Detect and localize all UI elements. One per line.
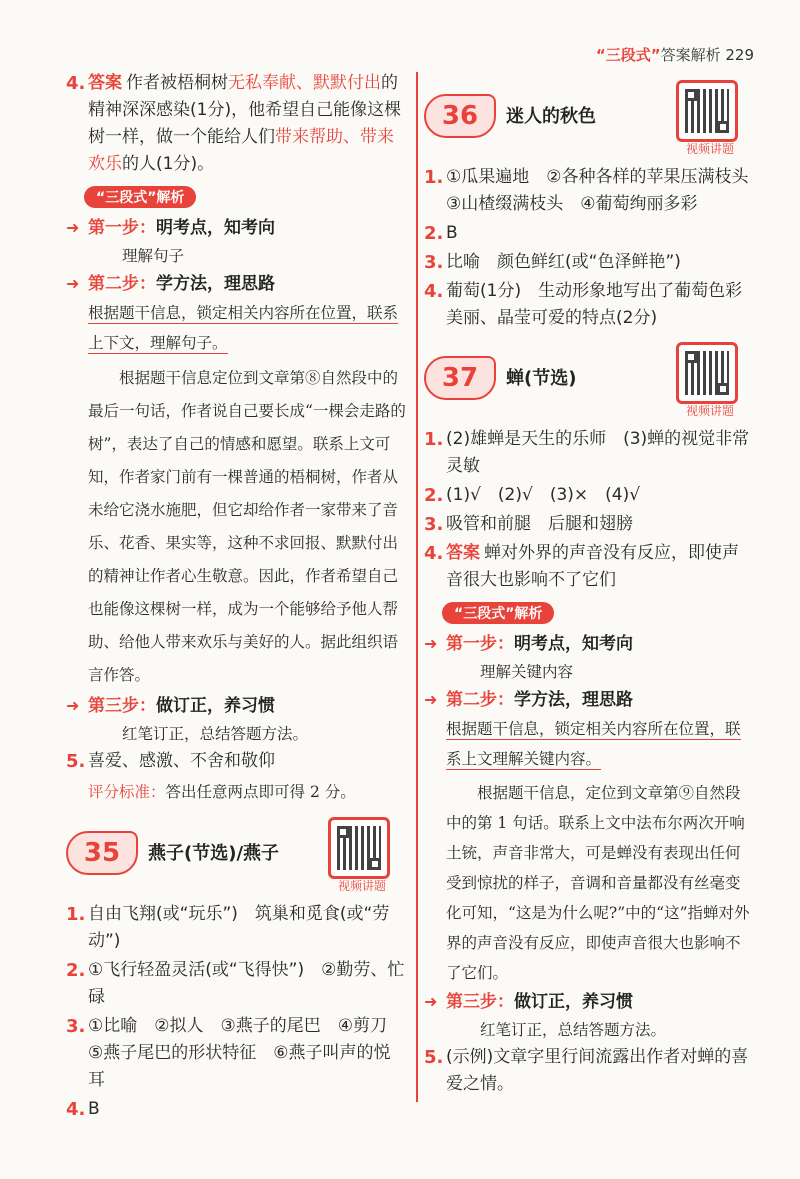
answer-text: 喜爱、感激、不舍和敬仰	[88, 751, 275, 771]
chapter-number-badge: 37	[424, 356, 496, 400]
step-3-detail: 红笔订正，总结答题方法。	[122, 725, 309, 743]
step-1	[66, 214, 406, 242]
chapter-number-badge: 36	[424, 94, 496, 138]
score-label: 评分标准：	[88, 783, 166, 801]
answer-text: ①瓜果遍地 ②各种各样的苹果压满枝头 ③山楂缀满枝头 ④葡萄绚丽多彩	[446, 167, 766, 214]
list-item	[424, 220, 754, 247]
chapter-title: 蝉(节选)	[506, 368, 577, 389]
list-item	[424, 249, 754, 276]
answer-text: 比喻 颜色鲜红(或“色泽鲜艳”)	[446, 252, 681, 272]
chapter-35-header	[66, 823, 406, 893]
list-item	[66, 1013, 406, 1094]
answer-text: 葡萄(1分) 生动形象地写出了葡萄色彩美丽、晶莹可爱的特点(2分)	[446, 281, 743, 328]
method-text: 根据题干信息，锁定相关内容所在位置，联系上文理解关键内容。	[446, 720, 741, 768]
step-label: 第三步：	[446, 992, 514, 1012]
step-label: 第一步：	[446, 634, 514, 654]
question-number: 2.	[66, 960, 86, 981]
highlight-text: 带来帮助	[275, 127, 343, 147]
analysis-tag: “三段式”解析	[84, 186, 196, 208]
answer-text: B	[88, 1099, 100, 1119]
step-label: 第二步：	[88, 274, 156, 294]
answer-text: 的精神深深感染(1分)，他希望自己能像这棵树一样，做一个能给人们	[88, 73, 402, 147]
question-number: 1.	[424, 429, 444, 450]
question-number: 5.	[66, 751, 86, 772]
arrow-icon: ➜	[424, 634, 438, 653]
arrow-icon: ➜	[66, 274, 80, 293]
left-column	[66, 70, 406, 1125]
answer-text: (示例)文章字里行间流露出作者对蝉的喜爱之情。	[446, 1047, 749, 1094]
question-number: 4.	[424, 543, 444, 564]
answer-text: 作者被梧桐树	[126, 73, 228, 93]
list-item	[66, 957, 406, 1011]
answer-text: 吸管和前腿 后腿和翅膀	[446, 514, 633, 534]
scoring-criteria	[66, 777, 406, 807]
question-number: 4.	[66, 73, 86, 94]
list-item	[66, 1096, 406, 1123]
right-column	[424, 86, 766, 1100]
answer-text: 的人(1分)。	[122, 154, 215, 174]
answer-text: (2)雄蝉是天生的乐师 (3)蝉的视觉非常灵敏	[446, 429, 750, 476]
question-5-answer	[424, 1044, 754, 1098]
analysis-tag: “三段式”解析	[442, 602, 554, 624]
question-4-answer	[424, 540, 754, 594]
step-title: 做订正，养习惯	[514, 992, 633, 1012]
question-number: 2.	[424, 485, 444, 506]
step-1	[424, 630, 754, 658]
step-2	[424, 686, 754, 714]
question-number: 1.	[66, 904, 86, 925]
header-title: 答案解析	[660, 46, 721, 64]
highlight-sep: 、	[343, 127, 360, 147]
page-number: 229	[725, 46, 754, 64]
answer-text: B	[446, 223, 458, 243]
question-number: 3.	[66, 1016, 86, 1037]
step-1-detail: 理解关键内容	[480, 663, 574, 681]
arrow-icon: ➜	[66, 696, 80, 715]
qr-code-icon[interactable]	[328, 817, 390, 879]
arrow-icon: ➜	[424, 690, 438, 709]
step-3-detail: 红笔订正，总结答题方法。	[480, 1021, 667, 1039]
answer-tag: 答案	[88, 73, 122, 93]
question-5-answer	[66, 748, 406, 775]
score-text: 答出任意两点即可得 2 分。	[165, 783, 356, 801]
answer-text: ①比喻 ②拟人 ③燕子的尾巴 ④剪刀 ⑤燕子尾巴的形状特征 ⑥燕子叫声的悦耳	[88, 1016, 404, 1090]
step-title: 明考点，知考向	[514, 634, 633, 654]
method-text: 根据题干信息，锁定相关内容所在位置，联系上下文，理解句子。	[88, 304, 399, 352]
header-brand: “三段式”	[595, 46, 661, 64]
question-number: 2.	[424, 223, 444, 244]
step-title: 做订正，养习惯	[156, 696, 275, 716]
list-item	[424, 482, 754, 509]
step-2	[66, 270, 406, 298]
step-title: 学方法，理思路	[514, 690, 633, 710]
page-header	[596, 44, 754, 65]
highlight-text: 带来欢乐	[88, 127, 394, 174]
question-number: 3.	[424, 252, 444, 273]
answer-tag: 答案	[446, 543, 480, 563]
highlight-text: 默默付出	[313, 73, 381, 93]
step-3	[66, 692, 406, 720]
qr-code-icon[interactable]	[676, 342, 738, 404]
question-4-answer	[66, 70, 406, 178]
answer-text: ①飞行轻盈灵活(或“飞得快”) ②勤劳、忙碌	[88, 960, 405, 1007]
answer-text: 蝉对外界的声音没有反应，即使声音很大也影响不了它们	[446, 543, 739, 590]
step-title: 明考点，知考向	[156, 218, 275, 238]
question-number: 4.	[66, 1099, 86, 1120]
list-item	[424, 426, 754, 480]
list-item	[424, 511, 754, 538]
chapter-36-header	[424, 86, 754, 156]
column-divider	[416, 72, 418, 1102]
step-3	[424, 988, 754, 1016]
method-note	[66, 298, 406, 358]
chapter-37-header	[424, 348, 754, 418]
question-number: 1.	[424, 167, 444, 188]
list-item	[66, 901, 406, 955]
step-label: 第三步：	[88, 696, 156, 716]
step-label: 第二步：	[446, 690, 514, 710]
method-note	[424, 714, 754, 774]
step-title: 学方法，理思路	[156, 274, 275, 294]
arrow-icon: ➜	[66, 218, 80, 237]
arrow-icon: ➜	[424, 992, 438, 1011]
list-item	[424, 278, 754, 332]
video-caption[interactable]: 视频讲题	[685, 404, 734, 418]
video-caption[interactable]: 视频讲题	[337, 879, 386, 893]
qr-code-icon[interactable]	[676, 80, 738, 142]
question-number: 3.	[424, 514, 444, 535]
list-item	[424, 164, 766, 218]
chapter-title: 迷人的秋色	[506, 106, 596, 127]
step-label: 第一步：	[88, 218, 156, 238]
highlight-sep: 、	[296, 73, 313, 93]
answer-text: 自由飞翔(或“玩乐”) 筑巢和觅食(或“劳动”)	[88, 904, 390, 951]
question-number: 5.	[424, 1047, 444, 1068]
video-caption[interactable]: 视频讲题	[685, 142, 734, 156]
answer-text: (1)√ (2)√ (3)× (4)√	[446, 485, 641, 505]
analysis-paragraph: 根据题干信息，定位到文章第⑨自然段中的第 1 句话。联系上文中法布尔两次开响土铳，声音非常大，可是蝉没有表现出任何受到惊扰的样子，音调和音量都没有丝毫变化可知，“这是为什么呢?”中的“这”指蝉对外界的声音没有反应，即使声音很大也影响不了它们。	[446, 784, 750, 982]
step-1-detail: 理解句子	[122, 247, 185, 265]
chapter-number-badge: 35	[66, 831, 138, 875]
chapter-title: 燕子(节选)/燕子	[148, 843, 280, 864]
analysis-paragraph: 根据题干信息定位到文章第⑧自然段中的最后一句话，作者说自己要长成“一棵会走路的树”，表达了自己的情感和愿望。联系上文可知，作者家门前有一棵普通的梧桐树，作者从未给它浇水施肥，但它却给作者一家带来了音乐、花香、果实等，这种不求回报、默默付出的精神让作者心生敬意。因此，作者希望自己也能像这棵树一样，成为一个能够给予他人帮助、给他人带来欢乐与美好的人。据此组织语言作答。	[88, 369, 406, 684]
question-number: 4.	[424, 281, 444, 302]
highlight-text: 无私奉献	[228, 73, 296, 93]
